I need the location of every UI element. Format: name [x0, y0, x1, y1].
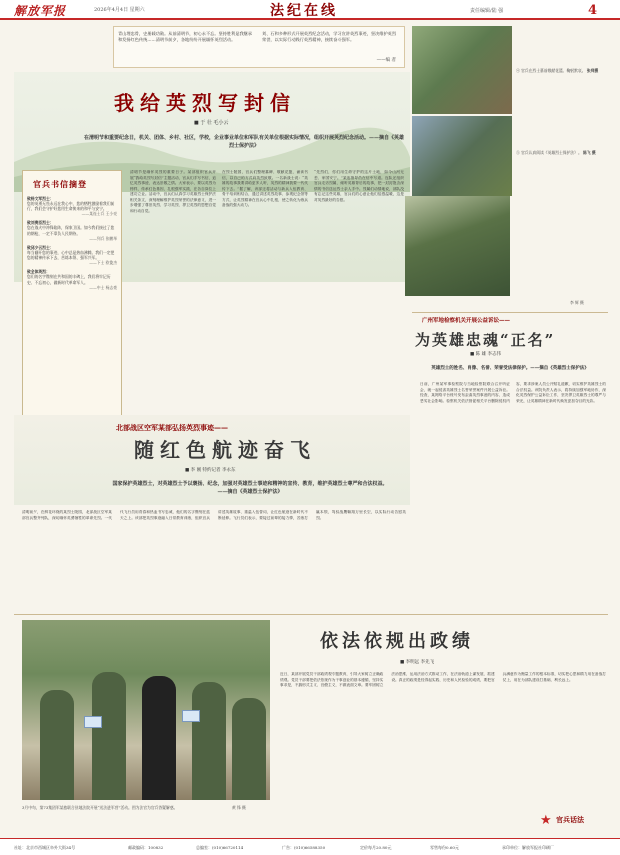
- feature2-subtitle: 北部战区空军某部弘扬英烈事迹——: [116, 423, 228, 432]
- newspaper-logo: 解放军报: [14, 4, 67, 18]
- soldier-figure: [192, 682, 226, 800]
- digest-item-signature: ——列兵 张鹏举: [89, 235, 117, 241]
- booklet-icon: [182, 710, 200, 722]
- feature-byline: ■ 于 壮 毛小云: [194, 120, 229, 126]
- star-icon: ★: [540, 813, 552, 828]
- section-title: 法纪在线: [270, 3, 338, 19]
- column-stamp: [540, 810, 602, 830]
- soldier-figure: [40, 690, 74, 800]
- digest-title: 官兵书信摘登: [33, 179, 87, 189]
- feature3-title: 为英雄忠魂“正名”: [415, 331, 556, 349]
- footer-ad: 广告：(010)66588350: [282, 845, 326, 850]
- feature2-body: 清明前夕，在鲜花环绕的某烈士陵园，北部战区空军某部官兵整齐列队，深切缅怀英勇牺牲的革命先烈。一代代飞行员用青春和热血书写忠诚，他们的名字镌刻在蓝天之上。该部把英烈事迹融入日常教育训练，组织官兵讲述英雄故事、重温入伍誓词，让红色航迹在新时代不断延伸。飞行员们表示，要接过前辈的接力棒，苦练打赢本领，驾驭战鹰翱翔万里长空，以实际行动告慰英烈。: [22, 510, 406, 520]
- feature4-title: 依法依规出政绩: [320, 631, 474, 652]
- digest-item: [27, 245, 117, 266]
- divider: [412, 312, 608, 313]
- feature2-lead: 国家保护英雄烈士，对英雄烈士予以褒扬、纪念，加强对英雄烈士事迹和精神的宣传、教育，维护英雄烈士尊严和合法权益。——摘自《英雄烈士保护法》: [112, 481, 388, 495]
- issue-date: 2026年4月4日 星期六: [94, 7, 145, 13]
- intro-text-right: 刘、石和多种形式开展英烈纪念活动，学习宣讲英烈事迹，坚决维护英烈荣誉，以实际行动践行英烈精神，接续奋斗强军。: [262, 31, 397, 42]
- digest-item-head: 致杨文军烈士：: [27, 195, 54, 201]
- intro-text-left: 青山埋忠骨，史册载功勋。从前清明节，初心永不忘。坚持胜利是我继承和发扬红色传统……清明节前夕，各地纷纷开展缅怀英烈活动。: [118, 31, 253, 42]
- digest-item-head: 致全体英烈：: [27, 269, 50, 275]
- photo1-caption-text: ④ 官兵在烈士墓前敬献花篮、鞠躬默哀。: [516, 68, 586, 73]
- digest-item-signature: ——中士 杨志豪: [89, 284, 117, 290]
- feature4-byline: ■ 李明远 李先飞: [400, 660, 435, 665]
- photo2-caption: [516, 150, 606, 156]
- footer-postcode: 邮政编码：100832: [128, 845, 164, 850]
- photo-memorial-tribute: [412, 26, 512, 114]
- intro-author: ——编 者: [376, 57, 396, 63]
- judge-figure: [142, 676, 176, 800]
- soldier-figure: [92, 672, 126, 800]
- digest-item-text: 您的英勇无畏永远在我心中，您的牺牲激励着我们前行，我们会守护好您用生命换来的和平与安宁。: [27, 200, 115, 212]
- page-number: 4: [588, 3, 598, 18]
- editor-credits: 责任编辑/陆 强: [470, 8, 504, 14]
- feature3-byline: ■ 陈 雄 李志伟: [470, 352, 502, 357]
- intro-box: [113, 26, 405, 68]
- digest-item: [27, 220, 117, 241]
- divider: [14, 614, 608, 615]
- booklet-icon: [84, 716, 102, 728]
- column-label: 官兵话法: [556, 815, 584, 824]
- photo2-caption-text: ⑤ 官兵认真阅读《英雄烈士保护法》。: [516, 150, 582, 155]
- feature-body-col3: “先烈们，你们用生命守护的这片土地，如今山河无恙、家国安宁。”某连指导员在信中写道。连队还组织官兵走访烈属，倾听英雄背后的故事，把一封封饱含深情的书信送达烈士亲人手中。烈属们动情地说，部队没有忘记这些英雄，官兵们的心意让他们倍感温暖，这是对英烈最好的告慰。: [314, 170, 404, 202]
- feature-lead: 在清明节和重要纪念日，机关、团体、乡村、社区，学校，企业事业单位和军队有关单位根据实际情况，组织开展英烈纪念活动。——摘自《英雄烈士保护法》: [84, 135, 405, 149]
- footer-price: 定价每月20.80元: [360, 845, 392, 850]
- feature-body-col2: 在烈士陵园，官兵们整理墓碑、敬献花篮，诵读书信，以自己的方式向英烈致敬。一名新战士说：“英雄的故事我要讲给更多人听，英烈的精神我要一代代传下去。”据了解，该部还将活动与新兵入伍教育、骨干培训相结合，通过讲述英烈故事、参观纪念馆等方式，让英烈精神在官兵心中扎根，使之转化为练兵备战的强大动力。: [222, 170, 308, 208]
- digest-item-text: 每当翻开您的事迹，心中总是热血沸腾。我们一定把您的精神传承下去，苦练本领、强军兴军。: [27, 249, 115, 261]
- digest-item-head: 致邱少云烈士：: [27, 244, 54, 250]
- photo4-credit: 黄 锋 摄: [232, 805, 246, 810]
- digest-item-signature: ——某连士兵 王小亮: [81, 211, 117, 217]
- digest-item-text: 您在战火中冲锋陷阵，保家卫国。如今我们接过了您的钢枪，一定不辜负人民期待。: [27, 225, 115, 236]
- digest-item: [27, 196, 117, 217]
- feature-title: 我给英烈写封信: [114, 91, 296, 115]
- feature-body-col1: 清明节是缅怀英烈的重要日子。某部组织官兵开展“我给英烈写封信”主题活动，官兵们手写书信，追忆英烈事迹，表达崇敬之情。大家表示，要以英烈为榜样，传承红色基因，扎根强军实践，在各自岗位上建功立业。活动中，官兵们认真学习英雄烈士保护法相关条文，深刻理解维护英烈荣誉的法律意义，进一步增强了尊崇英烈、学习英烈、捍卫英烈的思想自觉和行动自觉。: [130, 170, 216, 213]
- feature2-byline: ■ 李 刚 特约记者 李永东: [185, 468, 236, 473]
- footer-retail: 零售每份0.60元: [430, 845, 459, 850]
- digest-item-head: 致刘贵臣烈士：: [27, 220, 54, 226]
- photo4-caption: 3月中旬，第73集团军某旅联合驻地法院开展“送法进军营”活动。图为法官为官兵答疑解惑。: [22, 805, 178, 810]
- footer-printer: 承印单位：解放军报社印刷厂: [502, 845, 554, 850]
- feature3-lead: 英雄烈士的姓名、肖像、名誉、荣誉受法律保护。——摘自《英雄烈士保护法》: [431, 366, 589, 371]
- page-footer: [0, 838, 620, 855]
- photo3-credit: 李 辉 摄: [570, 300, 584, 305]
- digest-item: [27, 269, 117, 290]
- digest-item-text: 您们的名字镌刻在共和国的丰碑上，我们将牢记历史、不忘初心，做新时代革命军人。: [27, 274, 111, 285]
- masthead: [0, 0, 620, 20]
- letters-digest-box: [22, 170, 122, 420]
- footer-phone: 总编室：(010)66720114: [196, 845, 244, 850]
- photo1-credit: 张拜摄: [586, 68, 599, 73]
- feature3-body: 日前，广州某军事检察院与当地检察院联合召开听证会，就一起侵害英雄烈士名誉荣誉案件开展公益诉讼。经查，某网络平台账号发布歪曲英烈事迹的内容，造成恶劣社会影响。检察机关依法督促相关平台删除侵权内容，要求涉案人员公开赔礼道歉，切实维护英雄烈士的合法权益。该院负责人表示，将持续加强军地协作，深化英烈保护公益诉讼工作，坚决捍卫英雄烈士的尊严与荣光，让英雄精神在新时代焕发更加夺目的光彩。: [420, 382, 606, 403]
- photo1-caption: [516, 68, 606, 74]
- photo-legal-consultation: [22, 620, 270, 800]
- photo2-credit: 陈飞 摄: [582, 150, 596, 155]
- photo-soldiers-formation: [405, 196, 510, 296]
- soldier-figure: [232, 698, 266, 800]
- feature3-subtitle: 广州军地检察机关开展公益诉讼——: [422, 318, 511, 324]
- feature4-body: 近日，某部开展党员干部政绩观专题教育，引导大家树立正确政绩观。党员干部要把依法依规作为干事创业的基本遵循，坚持实事求是，不搞形式主义、官僚主义，不做表面文章。要牢固树立法治思维，运用法治方式推动工作，在法治轨道上谋发展、抓建设。真正的政绩是经得起实践、历史和人民检验的成绩，要把官兵满意作为衡量工作的根本标准，切实把心思和精力用在备战打仗上，用在为部队建设打基础、利长远上。: [280, 672, 606, 688]
- feature2-title: 随红色航迹奋飞: [134, 438, 316, 462]
- footer-address: 社址：北京市西城区阜外大街34号: [14, 845, 76, 850]
- digest-item-signature: ——下士 欧俊杰: [89, 260, 117, 266]
- photo-reading-law: [412, 116, 512, 196]
